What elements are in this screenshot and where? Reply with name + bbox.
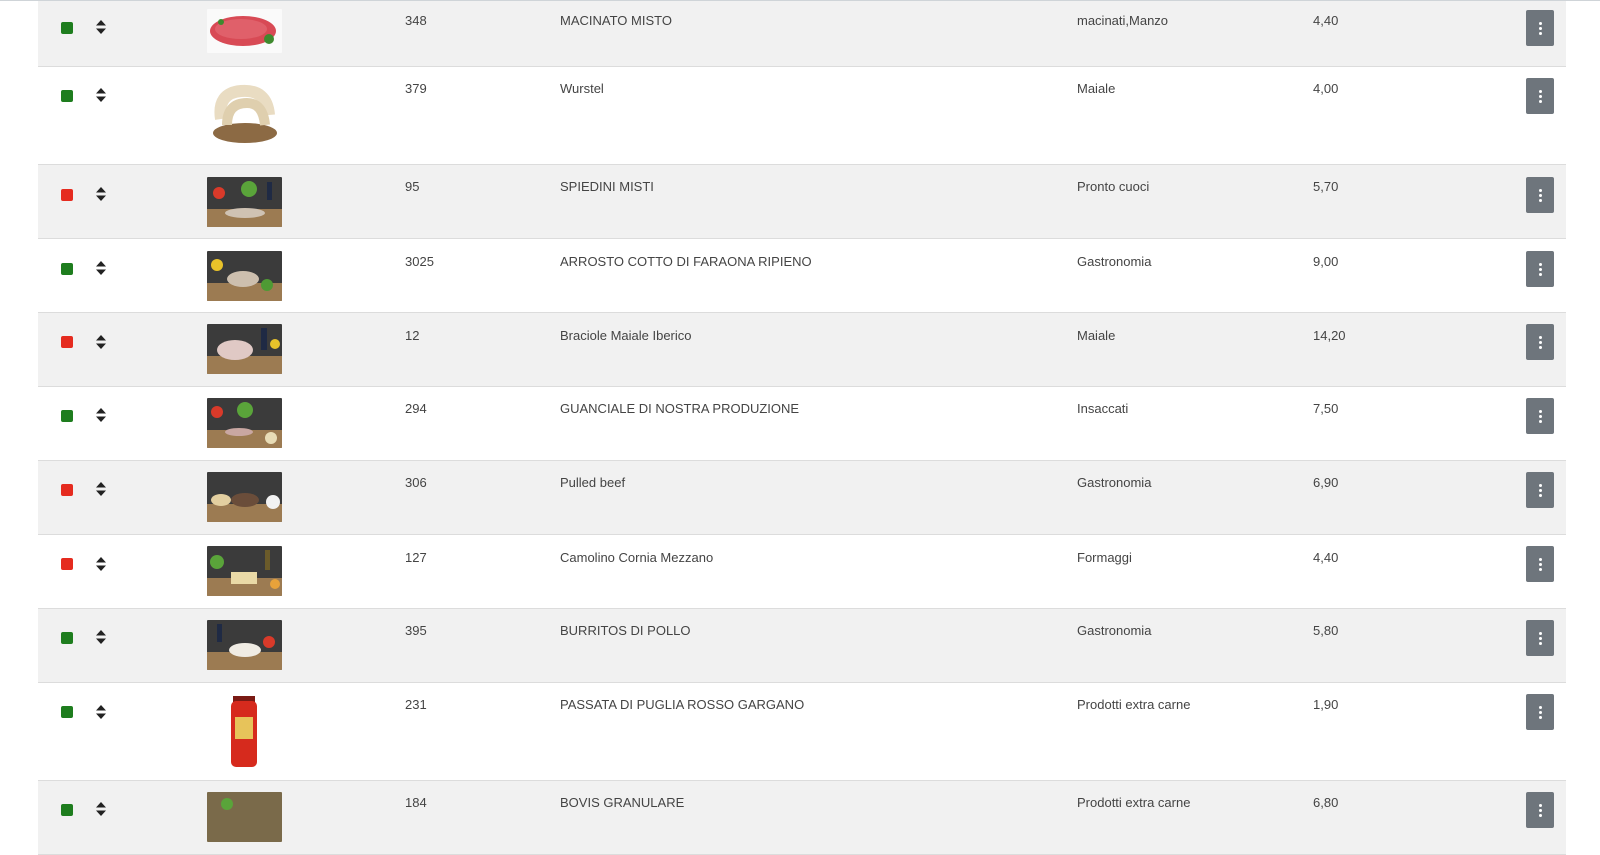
product-price: 14,20	[1313, 328, 1346, 343]
product-thumbnail	[207, 251, 282, 301]
product-thumbnail	[207, 324, 282, 374]
product-price: 5,80	[1313, 623, 1339, 638]
product-code: 3025	[405, 254, 434, 269]
product-thumbnail	[207, 546, 282, 596]
status-indicator[interactable]	[61, 22, 73, 34]
table-row[interactable]	[38, 239, 1566, 313]
product-price: 9,00	[1313, 254, 1339, 269]
more-vertical-icon	[1539, 89, 1542, 104]
product-name: Camolino Cornia Mezzano	[560, 550, 714, 565]
product-name: Pulled beef	[560, 475, 626, 490]
more-vertical-icon	[1539, 409, 1542, 424]
product-code: 184	[405, 795, 427, 810]
status-indicator[interactable]	[61, 90, 73, 102]
more-vertical-icon	[1539, 557, 1542, 572]
more-vertical-icon	[1539, 803, 1542, 818]
sort-handle-icon[interactable]	[96, 20, 106, 34]
product-price: 4,00	[1313, 81, 1339, 96]
product-name: Braciole Maiale Iberico	[560, 328, 692, 343]
status-indicator[interactable]	[61, 410, 73, 422]
sort-handle-icon[interactable]	[96, 482, 106, 496]
status-indicator[interactable]	[61, 263, 73, 275]
product-category: Pronto cuoci	[1077, 179, 1150, 194]
product-price: 6,80	[1313, 795, 1339, 810]
status-indicator[interactable]	[61, 189, 73, 201]
sort-handle-icon[interactable]	[96, 335, 106, 349]
sort-handle-icon[interactable]	[96, 705, 106, 719]
row-actions-button[interactable]	[1526, 78, 1554, 114]
status-indicator[interactable]	[61, 336, 73, 348]
product-price: 1,90	[1313, 697, 1339, 712]
product-thumbnail	[207, 792, 282, 842]
product-category: Insaccati	[1077, 401, 1129, 416]
more-vertical-icon	[1539, 335, 1542, 350]
product-name: PASSATA DI PUGLIA ROSSO GARGANO	[560, 697, 805, 712]
more-vertical-icon	[1539, 705, 1542, 720]
row-actions-button[interactable]	[1526, 398, 1554, 434]
product-thumbnail	[207, 398, 282, 448]
product-code: 395	[405, 623, 427, 638]
product-category: Gastronomia	[1077, 623, 1152, 638]
status-indicator[interactable]	[61, 804, 73, 816]
product-code: 127	[405, 550, 427, 565]
product-category: macinati,Manzo	[1077, 13, 1169, 28]
product-price: 5,70	[1313, 179, 1339, 194]
product-category: Prodotti extra carne	[1077, 795, 1191, 810]
sort-handle-icon[interactable]	[96, 557, 106, 571]
table-row[interactable]	[38, 781, 1566, 855]
product-code: 12	[405, 328, 420, 343]
row-actions-button[interactable]	[1526, 620, 1554, 656]
product-thumbnail	[207, 9, 282, 53]
product-thumbnail	[207, 695, 282, 769]
product-name: GUANCIALE DI NOSTRA PRODUZIONE	[560, 401, 800, 416]
product-thumbnail	[207, 79, 282, 151]
product-name: Wurstel	[560, 81, 604, 96]
more-vertical-icon	[1539, 631, 1542, 646]
product-thumbnail	[207, 472, 282, 522]
product-price: 7,50	[1313, 401, 1339, 416]
product-code: 379	[405, 81, 427, 96]
table-row[interactable]	[38, 165, 1566, 239]
product-name: ARROSTO COTTO DI FARAONA RIPIENO	[560, 254, 812, 269]
table-row[interactable]	[38, 609, 1566, 683]
product-code: 306	[405, 475, 427, 490]
table-row[interactable]	[38, 1, 1566, 67]
product-name: BURRITOS DI POLLO	[560, 623, 691, 638]
product-price: 4,40	[1313, 13, 1339, 28]
product-category: Maiale	[1077, 328, 1116, 343]
table-row[interactable]	[38, 461, 1566, 535]
status-indicator[interactable]	[61, 484, 73, 496]
product-code: 95	[405, 179, 420, 194]
sort-handle-icon[interactable]	[96, 261, 106, 275]
product-code: 294	[405, 401, 427, 416]
product-name: MACINATO MISTO	[560, 13, 672, 28]
product-code: 231	[405, 697, 427, 712]
sort-handle-icon[interactable]	[96, 408, 106, 422]
row-actions-button[interactable]	[1526, 694, 1554, 730]
sort-handle-icon[interactable]	[96, 802, 106, 816]
more-vertical-icon	[1539, 483, 1542, 498]
sort-handle-icon[interactable]	[96, 187, 106, 201]
row-actions-button[interactable]	[1526, 546, 1554, 582]
product-category: Formaggi	[1077, 550, 1132, 565]
more-vertical-icon	[1539, 21, 1542, 36]
status-indicator[interactable]	[61, 558, 73, 570]
table-row[interactable]	[38, 67, 1566, 165]
row-actions-button[interactable]	[1526, 324, 1554, 360]
row-actions-button[interactable]	[1526, 177, 1554, 213]
product-name: BOVIS GRANULARE	[560, 795, 685, 810]
product-thumbnail	[207, 177, 282, 227]
sort-handle-icon[interactable]	[96, 630, 106, 644]
product-price: 4,40	[1313, 550, 1339, 565]
table-row[interactable]	[38, 535, 1566, 609]
more-vertical-icon	[1539, 188, 1542, 203]
sort-handle-icon[interactable]	[96, 88, 106, 102]
table-row[interactable]	[38, 387, 1566, 461]
row-actions-button[interactable]	[1526, 10, 1554, 46]
product-name: SPIEDINI MISTI	[560, 179, 654, 194]
row-actions-button[interactable]	[1526, 251, 1554, 287]
product-thumbnail	[207, 620, 282, 670]
product-code: 348	[405, 13, 427, 28]
product-category: Gastronomia	[1077, 254, 1152, 269]
more-vertical-icon	[1539, 262, 1542, 277]
product-category: Prodotti extra carne	[1077, 697, 1191, 712]
row-actions-button[interactable]	[1526, 472, 1554, 508]
row-actions-button[interactable]	[1526, 792, 1554, 828]
table-row[interactable]	[38, 683, 1566, 781]
product-category: Gastronomia	[1077, 475, 1152, 490]
status-indicator[interactable]	[61, 706, 73, 718]
status-indicator[interactable]	[61, 632, 73, 644]
product-table	[38, 1, 1566, 855]
product-price: 6,90	[1313, 475, 1339, 490]
table-row[interactable]	[38, 313, 1566, 387]
product-category: Maiale	[1077, 81, 1116, 96]
